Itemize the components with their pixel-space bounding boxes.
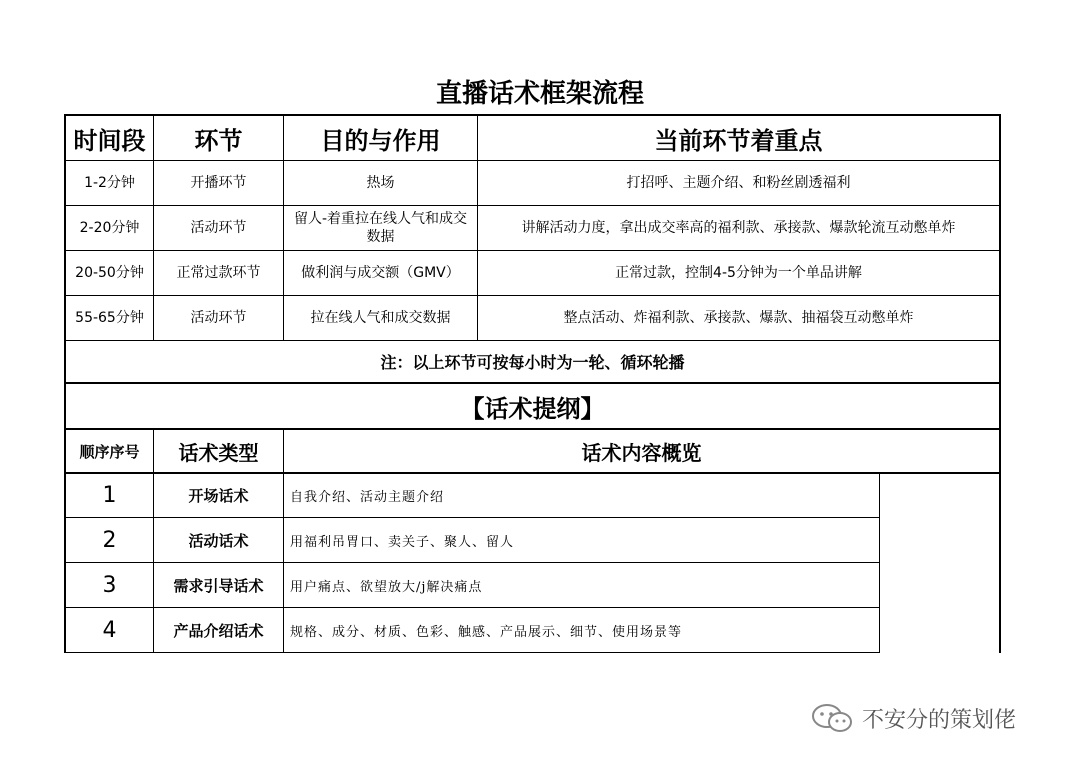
header-time: 时间段	[73, 126, 146, 155]
row-number: 1	[102, 482, 117, 508]
row-number: 2	[102, 527, 117, 553]
header-stage: 环节	[194, 126, 243, 155]
page-title: 直播话术框架流程	[435, 79, 644, 109]
table-cell: 留人-着重拉在线人气和成交数据	[293, 211, 468, 245]
table-cell: 拉在线人气和成交数据	[310, 310, 451, 326]
header-type: 话术类型	[178, 440, 259, 465]
watermark	[810, 698, 1060, 738]
header-focus: 当前环节着重点	[654, 126, 823, 155]
table-cell: 整点活动、炸福利款、承接款、爆款、抽福袋互动憋单炸	[563, 310, 914, 326]
table-cell: 正常过款环节	[176, 265, 261, 281]
flow-table	[64, 114, 1001, 384]
script-content: 用福利吊胃口、卖关子、聚人、留人	[290, 534, 515, 550]
script-type: 活动话术	[188, 531, 249, 550]
table-cell: 活动环节	[190, 220, 247, 236]
script-type: 开场话术	[188, 486, 249, 505]
row-number: 4	[102, 617, 117, 643]
header-content: 话术内容概览	[581, 440, 702, 465]
table-cell: 热场	[366, 175, 395, 191]
outline-section	[64, 383, 1001, 429]
table-cell: 讲解活动力度，拿出成交率高的福利款、承接款、爆款轮流互动憋单炸	[521, 220, 956, 236]
outline-header	[64, 428, 1001, 474]
table-cell: 做利润与成交额（GMV）	[301, 265, 460, 281]
wechat-icon	[810, 703, 854, 733]
table-cell: 55-65分钟	[75, 310, 144, 326]
script-content: 自我介绍、活动主题介绍	[290, 489, 445, 505]
table-cell: 打招呼、主题介绍、和粉丝剧透福利	[626, 175, 851, 191]
table-cell: 1-2分钟	[84, 175, 135, 191]
table-cell: 20-50分钟	[75, 265, 144, 281]
header-order: 顺序序号	[79, 442, 140, 461]
table-cell: 开播环节	[190, 175, 247, 191]
script-content: 用户痛点、欲望放大/j解决痛点	[290, 579, 483, 595]
table-cell: 活动环节	[190, 310, 247, 326]
table-cell: 正常过款，控制4-5分钟为一个单品讲解	[615, 265, 862, 281]
table-cell: 2-20分钟	[79, 220, 140, 236]
watermark-text: 不安分的策划佬	[862, 707, 1017, 733]
outline-title: 【话术提纲】	[460, 394, 605, 423]
row-number: 3	[102, 572, 117, 598]
table-note: 注：以上环节可按每小时为一轮、循环轮播	[380, 353, 685, 372]
script-type: 需求引导话术	[173, 576, 264, 595]
script-content: 规格、成分、材质、色彩、触感、产品展示、细节、使用场景等	[290, 624, 683, 640]
empty-column	[879, 473, 1001, 653]
script-type: 产品介绍话术	[173, 621, 264, 640]
outline-table	[64, 473, 880, 653]
header-purpose: 目的与作用	[320, 126, 441, 155]
